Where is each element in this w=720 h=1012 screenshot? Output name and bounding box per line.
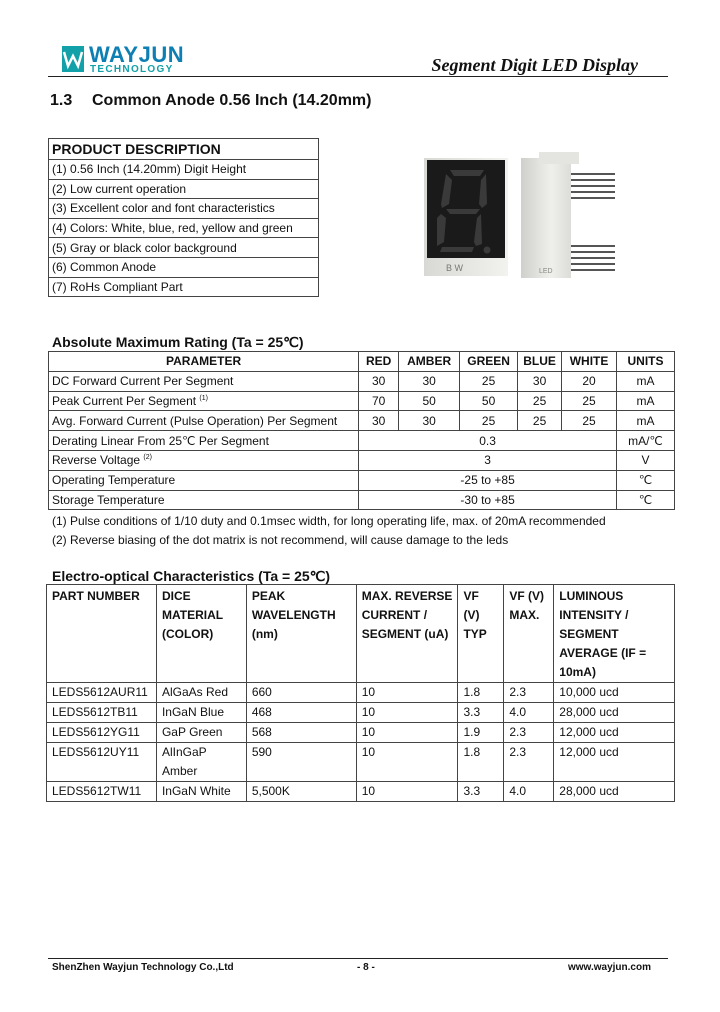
eo-header-vf-typ: VF (V) TYP — [458, 585, 504, 683]
table-row — [47, 782, 675, 802]
logo-name: WAYJUN — [89, 42, 185, 67]
eo-vf-max: 2.3 — [504, 683, 554, 703]
eo-peak: 660 — [246, 683, 356, 703]
product-description-item: (1) 0.56 Inch (14.20mm) Digit Height — [49, 160, 319, 180]
abs-max-param: Avg. Forward Current (Pulse Operation) Per Segment — [49, 411, 359, 431]
product-description-item: (7) RoHs Compliant Part — [49, 277, 319, 297]
eo-dice: AlInGaP Amber — [156, 743, 246, 782]
abs-max-value: 30 — [359, 371, 399, 391]
abs-max-unit: mA — [617, 371, 675, 391]
eo-header-vf-max: VF (V) MAX. — [504, 585, 554, 683]
abs-max-value: 25 — [460, 371, 518, 391]
table-row — [47, 703, 675, 723]
abs-max-header: RED — [359, 352, 399, 372]
table-row — [47, 743, 675, 782]
abs-max-value: 25 — [518, 411, 562, 431]
note-2: (2) Reverse biasing of the dot matrix is not recommend, will cause damage to the leds — [52, 533, 509, 547]
abs-max-unit: mA — [617, 411, 675, 431]
eo-vf-max: 4.0 — [504, 782, 554, 802]
abs-max-row — [49, 371, 675, 391]
abs-max-row — [49, 431, 675, 451]
eo-luminous: 28,000 ucd — [554, 703, 675, 723]
abs-max-param: Peak Current Per Segment $^{(1)}$ — [49, 391, 359, 411]
note-1: (1) Pulse conditions of 1/10 duty and 0.1msec width, for long operating life, max. of 20mA recommended — [52, 514, 606, 528]
logo-subtitle: TECHNOLOGY — [90, 64, 174, 75]
abs-max-unit: V — [617, 450, 675, 470]
table-row — [47, 723, 675, 743]
eo-luminous: 10,000 ucd — [554, 683, 675, 703]
eo-vf-max: 4.0 — [504, 703, 554, 723]
eo-part-number: LEDS5612UY11 — [47, 743, 157, 782]
footer-divider — [48, 958, 668, 959]
abs-max-value: 50 — [399, 391, 460, 411]
abs-max-unit: mA/℃ — [617, 431, 675, 451]
footer-company: ShenZhen Wayjun Technology Co.,Ltd — [52, 962, 234, 973]
eo-vf-max: 2.3 — [504, 723, 554, 743]
led-display-side-image — [521, 152, 615, 278]
product-description-item: (5) Gray or black color background — [49, 238, 319, 258]
eo-reverse: 10 — [356, 782, 458, 802]
logo-mark-icon — [62, 46, 84, 72]
eo-header-luminous: LUMINOUS INTENSITY / SEGMENT AVERAGE (IF = 10mA) — [554, 585, 675, 683]
abs-max-param: Storage Temperature — [49, 490, 359, 510]
product-description-table — [48, 138, 319, 297]
section-heading — [50, 92, 371, 110]
abs-max-unit: ℃ — [617, 470, 675, 490]
eo-peak: 590 — [246, 743, 356, 782]
eo-reverse: 10 — [356, 743, 458, 782]
electro-optical-table — [46, 584, 675, 802]
abs-max-value: 50 — [460, 391, 518, 411]
page-number: - 8 - — [357, 962, 375, 973]
abs-max-row — [49, 490, 675, 510]
eo-vf-typ: 3.3 — [458, 782, 504, 802]
abs-max-title: Absolute Maximum Rating (Ta = 25℃) — [52, 334, 304, 350]
abs-max-param: Operating Temperature — [49, 470, 359, 490]
abs-max-param: Derating Linear From 25℃ Per Segment — [49, 431, 359, 451]
abs-max-value: 25 — [562, 391, 617, 411]
section-number: 1.3 — [50, 92, 73, 109]
product-description-heading: PRODUCT DESCRIPTION — [49, 139, 319, 160]
eo-peak: 468 — [246, 703, 356, 723]
eo-part-number: LEDS5612AUR11 — [47, 683, 157, 703]
electro-optical-title: Electro-optical Characteristics (Ta = 25℃) — [52, 568, 331, 584]
eo-header-dice: DICE MATERIAL (COLOR) — [156, 585, 246, 683]
abs-max-header: PARAMETER — [49, 352, 359, 372]
eo-vf-typ: 1.8 — [458, 683, 504, 703]
eo-peak: 5,500K — [246, 782, 356, 802]
eo-part-number: LEDS5612TB11 — [47, 703, 157, 723]
front-image-label: B W — [446, 263, 463, 273]
abs-max-value: -30 to +85 — [359, 490, 617, 510]
eo-vf-typ: 3.3 — [458, 703, 504, 723]
eo-header-part: PART NUMBER — [47, 585, 157, 683]
eo-part-number: LEDS5612YG11 — [47, 723, 157, 743]
abs-max-value: 30 — [518, 371, 562, 391]
abs-max-row — [49, 391, 675, 411]
eo-header-reverse: MAX. REVERSE CURRENT / SEGMENT (uA) — [356, 585, 458, 683]
abs-max-value: 3 — [359, 450, 617, 470]
side-image-label: LED — [539, 268, 553, 275]
eo-reverse: 10 — [356, 723, 458, 743]
eo-luminous: 12,000 ucd — [554, 743, 675, 782]
abs-max-unit: mA — [617, 391, 675, 411]
abs-max-row — [49, 470, 675, 490]
document-title: Segment Digit LED Display — [431, 55, 638, 75]
eo-header-peak: PEAK WAVELENGTH (nm) — [246, 585, 356, 683]
abs-max-value: 25 — [518, 391, 562, 411]
led-display-front-image — [424, 158, 508, 276]
abs-max-value: 30 — [399, 371, 460, 391]
abs-max-value: 25 — [460, 411, 518, 431]
table-row — [47, 683, 675, 703]
abs-max-param: Reverse Voltage $^{(2)}$ — [49, 450, 359, 470]
abs-max-value: 25 — [562, 411, 617, 431]
eo-vf-typ: 1.8 — [458, 743, 504, 782]
abs-max-header: AMBER — [399, 352, 460, 372]
footer-url: www.wayjun.com — [568, 962, 651, 973]
abs-max-table — [48, 351, 675, 510]
abs-max-param: DC Forward Current Per Segment — [49, 371, 359, 391]
company-logo — [62, 44, 192, 76]
abs-max-row — [49, 411, 675, 431]
abs-max-notes — [52, 512, 606, 550]
abs-max-value: 0.3 — [359, 431, 617, 451]
abs-max-header: UNITS — [617, 352, 675, 372]
abs-max-value: -25 to +85 — [359, 470, 617, 490]
eo-vf-typ: 1.9 — [458, 723, 504, 743]
product-description-item: (2) Low current operation — [49, 179, 319, 199]
eo-reverse: 10 — [356, 683, 458, 703]
product-description-item: (4) Colors: White, blue, red, yellow and green — [49, 218, 319, 238]
eo-dice: InGaN White — [156, 782, 246, 802]
eo-peak: 568 — [246, 723, 356, 743]
eo-luminous: 28,000 ucd — [554, 782, 675, 802]
eo-dice: GaP Green — [156, 723, 246, 743]
eo-part-number: LEDS5612TW11 — [47, 782, 157, 802]
header-divider — [48, 76, 668, 77]
abs-max-value: 30 — [359, 411, 399, 431]
eo-dice: AlGaAs Red — [156, 683, 246, 703]
abs-max-header: GREEN — [460, 352, 518, 372]
section-title: Common Anode 0.56 Inch (14.20mm) — [92, 92, 372, 109]
abs-max-value: 30 — [399, 411, 460, 431]
abs-max-unit: ℃ — [617, 490, 675, 510]
abs-max-header: BLUE — [518, 352, 562, 372]
abs-max-header: WHITE — [562, 352, 617, 372]
eo-reverse: 10 — [356, 703, 458, 723]
abs-max-value: 70 — [359, 391, 399, 411]
product-description-item: (6) Common Anode — [49, 257, 319, 277]
abs-max-value: 20 — [562, 371, 617, 391]
abs-max-row — [49, 450, 675, 470]
eo-luminous: 12,000 ucd — [554, 723, 675, 743]
eo-dice: InGaN Blue — [156, 703, 246, 723]
eo-vf-max: 2.3 — [504, 743, 554, 782]
product-description-item: (3) Excellent color and font characteristics — [49, 199, 319, 219]
